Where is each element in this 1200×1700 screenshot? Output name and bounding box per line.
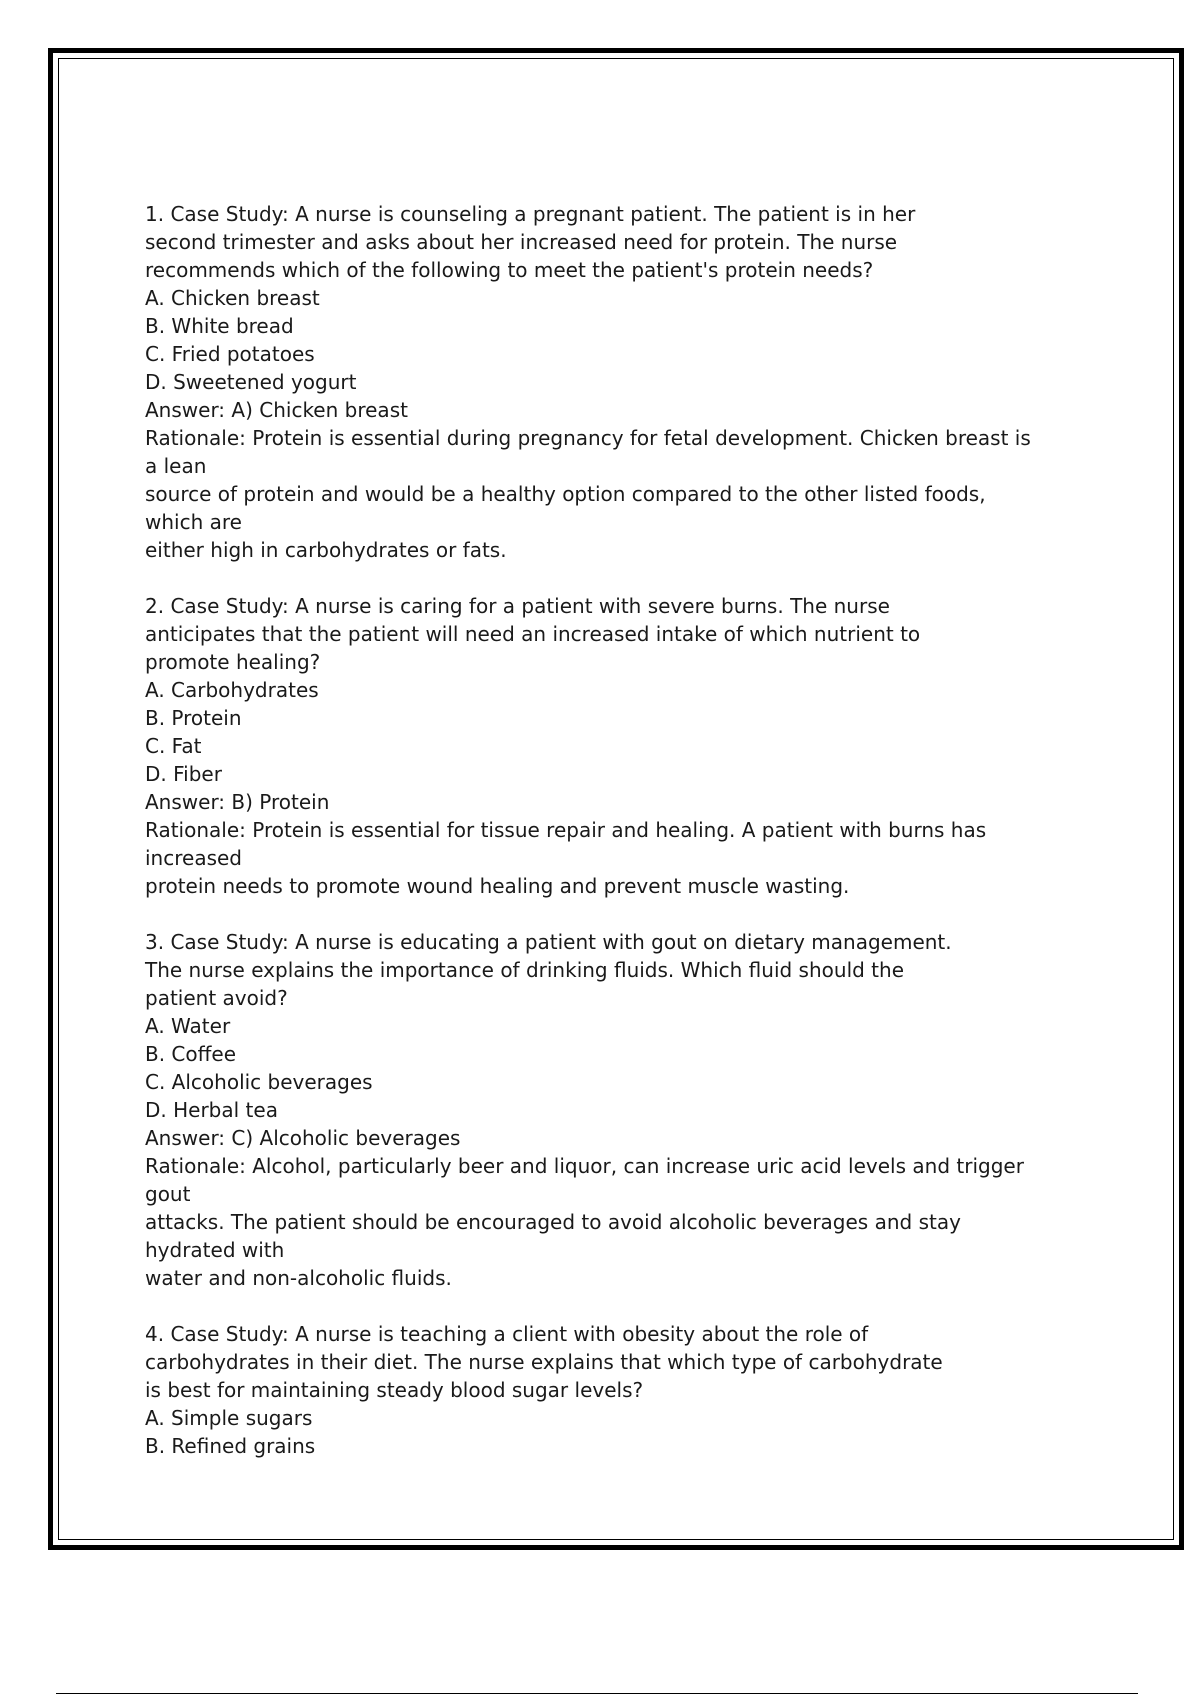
answer-option: B. Coffee — [145, 1042, 237, 1066]
answer-option: A. Chicken breast — [145, 286, 320, 310]
answer-option: A. Water — [145, 1014, 231, 1038]
answer-option: D. Herbal tea — [145, 1098, 278, 1122]
question-stem-line: promote healing? — [145, 650, 321, 674]
answer-option: B. White bread — [145, 314, 294, 338]
rationale-line: water and non-alcoholic fluids. — [145, 1266, 452, 1290]
question-block — [145, 1320, 1095, 1460]
rationale-line: a lean — [145, 454, 207, 478]
answer-option: C. Fried potatoes — [145, 342, 315, 366]
question-stem-line: patient avoid? — [145, 986, 288, 1010]
rationale-line: increased — [145, 846, 242, 870]
question-stem-line: anticipates that the patient will need an increased intake of which nutrient to — [145, 622, 921, 646]
rationale-line: Rationale: Protein is essential for tissue repair and healing. A patient with burns has — [145, 818, 987, 842]
answer-option: B. Refined grains — [145, 1434, 316, 1458]
question-stem-line: is best for maintaining steady blood sugar levels? — [145, 1378, 644, 1402]
footer-divider — [56, 1693, 1138, 1694]
question-stem-line: carbohydrates in their diet. The nurse explains that which type of carbohydrate — [145, 1350, 943, 1374]
correct-answer: Answer: C) Alcoholic beverages — [145, 1126, 461, 1150]
question-stem-line: 4. Case Study: A nurse is teaching a client with obesity about the role of — [145, 1322, 869, 1346]
rationale-line: either high in carbohydrates or fats. — [145, 538, 507, 562]
question-block — [145, 928, 1095, 1292]
rationale-line: protein needs to promote wound healing and prevent muscle wasting. — [145, 874, 850, 898]
answer-option: A. Carbohydrates — [145, 678, 319, 702]
rationale-line: Rationale: Alcohol, particularly beer and liquor, can increase uric acid levels and trigger — [145, 1154, 1024, 1178]
question-stem-line: 2. Case Study: A nurse is caring for a patient with severe burns. The nurse — [145, 594, 890, 618]
question-stem-line: second trimester and asks about her increased need for protein. The nurse — [145, 230, 898, 254]
correct-answer: Answer: B) Protein — [145, 790, 330, 814]
rationale-line: which are — [145, 510, 242, 534]
question-stem-line: The nurse explains the importance of drinking fluids. Which fluid should the — [145, 958, 904, 982]
answer-option: C. Alcoholic beverages — [145, 1070, 373, 1094]
answer-option: B. Protein — [145, 706, 242, 730]
question-block — [145, 200, 1095, 564]
rationale-line: gout — [145, 1182, 191, 1206]
question-stem-line: 3. Case Study: A nurse is educating a patient with gout on dietary management. — [145, 930, 952, 954]
rationale-line: attacks. The patient should be encouraged to avoid alcoholic beverages and stay — [145, 1210, 961, 1234]
answer-option: D. Sweetened yogurt — [145, 370, 357, 394]
question-block — [145, 592, 1095, 900]
correct-answer: Answer: A) Chicken breast — [145, 398, 408, 422]
rationale-line: Rationale: Protein is essential during pregnancy for fetal development. Chicken breast is — [145, 426, 1031, 450]
rationale-line: source of protein and would be a healthy option compared to the other listed foods, — [145, 482, 986, 506]
question-stem-line: 1. Case Study: A nurse is counseling a pregnant patient. The patient is in her — [145, 202, 916, 226]
rationale-line: hydrated with — [145, 1238, 285, 1262]
question-stem-line: recommends which of the following to meet the patient's protein needs? — [145, 258, 874, 282]
question-list — [145, 200, 1095, 1488]
answer-option: A. Simple sugars — [145, 1406, 313, 1430]
answer-option: D. Fiber — [145, 762, 222, 786]
answer-option: C. Fat — [145, 734, 202, 758]
